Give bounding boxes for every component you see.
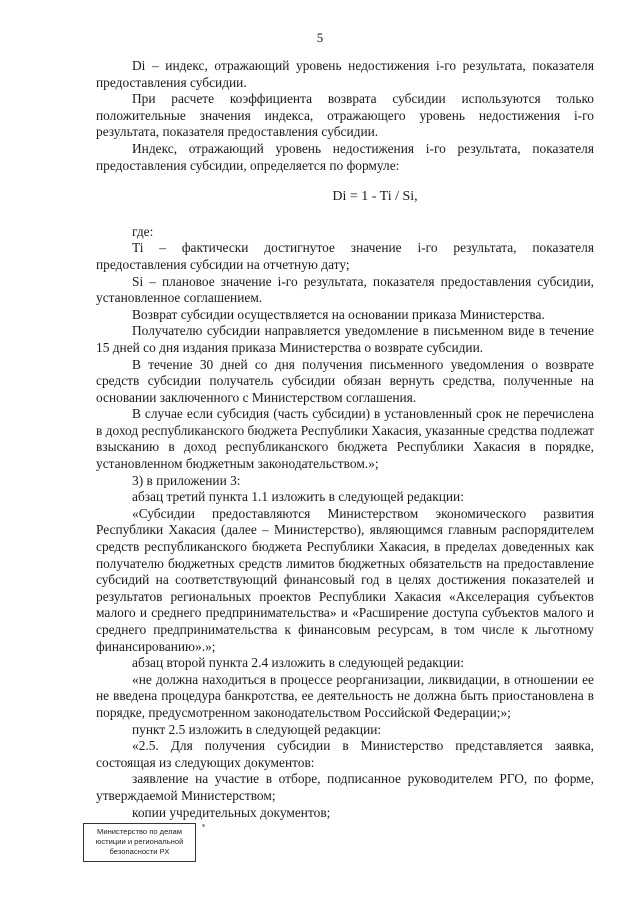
document-body: [96, 58, 594, 821]
formula: Di = 1 - Ti / Si,: [332, 189, 418, 205]
paragraph: абзац второй пункта 2.4 изложить в следующей редакции:: [132, 655, 465, 671]
paragraph: пункт 2.5 изложить в следующей редакции:: [132, 721, 382, 737]
paragraph: Si – плановое значение i-го результата, показателя предоставления субсидии, установленное соглашением.: [96, 273, 594, 306]
paragraph: При расчете коэффициента возврата субсидии используются только положительные значения индекса, отражающего уровень недостижения i-го результата, показателя предоставления субсидии.: [96, 91, 594, 140]
paragraph: Получателю субсидии направляется уведомление в письменном виде в течение 15 дней со дня издания приказа Министерства о возврате субсидии.: [96, 323, 594, 355]
paragraph: Di – индекс, отражающий уровень недостижения i-го результата, показателя предоставления субсидии.: [96, 58, 594, 90]
registration-stamp: [83, 823, 196, 862]
paragraph: абзац третий пункта 1.1 изложить в следующей редакции:: [132, 489, 464, 505]
paragraph: В течение 30 дней со дня получения письменного уведомления о возврате средств субсидии получатель субсидии обязан вернуть средства, полученные на основании заключенного с Министерством соглашения.: [96, 356, 594, 405]
page-number: 5: [316, 30, 324, 45]
paragraph: «2.5. Для получения субсидии в Министерство представляется заявка, состоящая из следующих документов:: [96, 738, 594, 770]
paragraph: Ti – фактически достигнутое значение i-го результата, показателя предоставления субсидии на отчетную дату;: [96, 240, 594, 272]
paragraph: 3) в приложении 3:: [132, 472, 241, 488]
paragraph: заявление на участие в отборе, подписанное руководителем РГО, по форме, утверждаемой Министерством;: [96, 771, 594, 803]
paragraph: «Субсидии предоставляются Министерством экономического развития Республики Хакасия (далее – Министерство), являющимся главным распорядителем средств республиканского бюджета Республики Хакасия, в пределах доведенных как получателю бюджетных средств лимитов бюджетных обязательств на предоставление субсидий на соответствующий финансовый год в целях достижения показателей и результатов региональных проектов Республики Хакасия «Акселерация субъектов малого и среднего предпринимательства» и «Расширение доступа субъектов малого и среднего предпринимательства к финансовым ресурсам, в том числе к льготному финансированию».»;: [96, 505, 594, 654]
paragraph: Возврат субсидии осуществляется на основании приказа Министерства.: [132, 306, 545, 322]
paragraph: копии учредительных документов;: [132, 804, 331, 820]
paragraph: «не должна находиться в процессе реорганизации, ликвидации, в отношении ее не введена процедура банкротства, ее деятельность не должна быть приостановлена в порядке, предусмотренном законодательством Российской Федерации;»;: [96, 671, 594, 720]
paragraph: где:: [132, 223, 154, 239]
paragraph: Индекс, отражающий уровень недостижения i-го результата, показателя предоставления субсидии, определяется по формуле:: [96, 140, 594, 173]
stamp-line: безопасности РХ: [109, 847, 170, 856]
scan-speck: [202, 824, 205, 827]
paragraph: В случае если субсидия (часть субсидии) в установленный срок не перечислена в доход республиканского бюджета Республики Хакасия, указанные средства подлежат взысканию в доход республиканского бюджета Республики Хакасия в порядке, установленном бюджетным законодательством.»;: [96, 406, 594, 472]
stamp-line: юстиции и региональной: [95, 837, 184, 846]
stamp-line: Министерство по делам: [97, 827, 182, 836]
